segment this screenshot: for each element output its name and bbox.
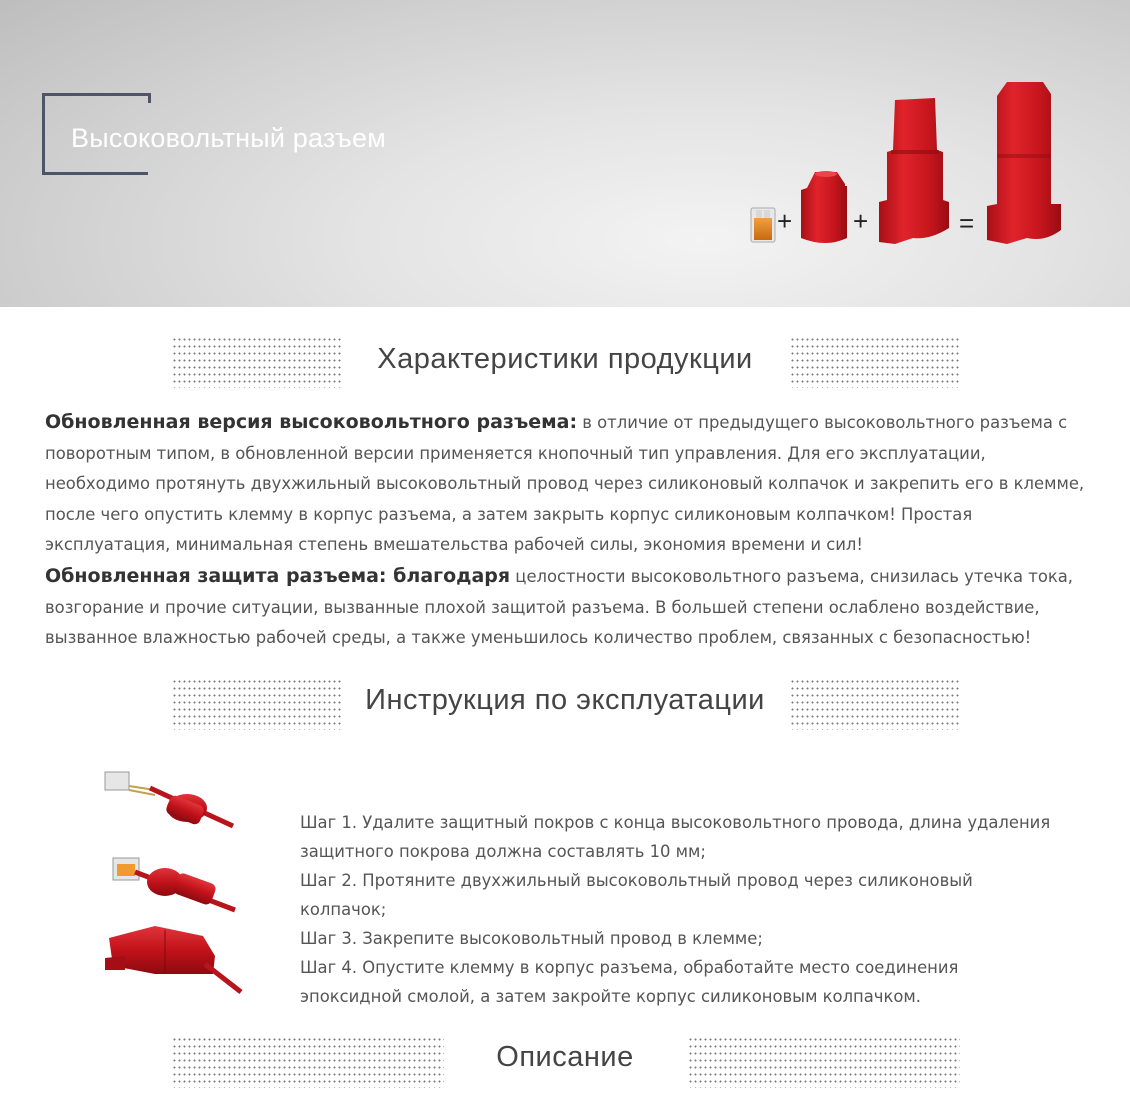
connector-parts-illustration [745, 70, 1075, 260]
terminal-block-icon [751, 208, 775, 242]
paragraph-text: в отличие от предыдущего высоковольтного разъема с поворотным типом, в обновленной версии применяется кнопочный тип управления. Для его эксплуатации, необходимо протянуть двухжильный высоковольтный провод через силиконовый колпачок и закрепить его в клемме, после чего опустить клемму в корпус разъема, а затем закрыть корпус силиконовым колпачком! Простая эксплуатация, минимальная степень вмешательства рабочей силы, экономия времени и сил! [45, 413, 1085, 554]
product-assembly-image [745, 70, 1075, 260]
plus-sign: + [853, 206, 869, 236]
section-header-characteristics [0, 336, 1130, 396]
equals-sign: = [959, 208, 975, 238]
step-1: Шаг 1. Удалите защитный покров с конца высоковольтного провода, длина удаления защитного покрова должна составлять 10 мм; [300, 813, 1051, 861]
plus-sign: + [777, 206, 793, 236]
section-header-instructions [0, 678, 1130, 738]
assembled-connector-icon [987, 82, 1061, 244]
paragraph-heading: Обновленная защита разъема: благодаря [45, 565, 511, 587]
section-title: Характеристики продукции [377, 343, 753, 375]
hero-banner [0, 0, 1130, 307]
section-header-description [0, 1036, 1130, 1096]
connector-housing-icon [879, 98, 949, 244]
step-3-icon [105, 926, 241, 992]
instruction-steps [300, 808, 1060, 1011]
section-title: Инструкция по эксплуатации [365, 684, 765, 716]
step-1-icon [105, 772, 233, 826]
step-3: Шаг 3. Закрепите высоковольтный провод в клемме; [300, 929, 763, 948]
page-title: Высоковольтный разъем [71, 123, 386, 153]
characteristics-paragraph-1 [45, 407, 1095, 561]
step-2-icon [113, 858, 235, 910]
step-2: Шаг 2. Протяните двухжильный высоковольтный провод через силиконовый колпачок; [300, 871, 973, 919]
section-title: Описание [496, 1041, 634, 1073]
characteristics-paragraph-2 [45, 561, 1095, 654]
step-4: Шаг 4. Опустите клемму в корпус разъема, обработайте место соединения эпоксидной смолой, а затем закройте корпус силиконовым колпачком. [300, 958, 959, 1006]
paragraph-text: целостности высоковольтного разъема, снизилась утечка тока, возгорание и прочие ситуации, вызванные плохой защитой разъема. В большей степени ослаблено воздействие, вызванное влажностью рабочей среды, а также уменьшилось количество проблем, связанных с безопасностью! [45, 567, 1074, 647]
paragraph-heading: Обновленная версия высоковольтного разъема: [45, 411, 578, 433]
installation-steps-illustration [95, 760, 245, 1010]
installation-steps-image [95, 760, 245, 1010]
silicone-cap-icon [801, 171, 847, 243]
